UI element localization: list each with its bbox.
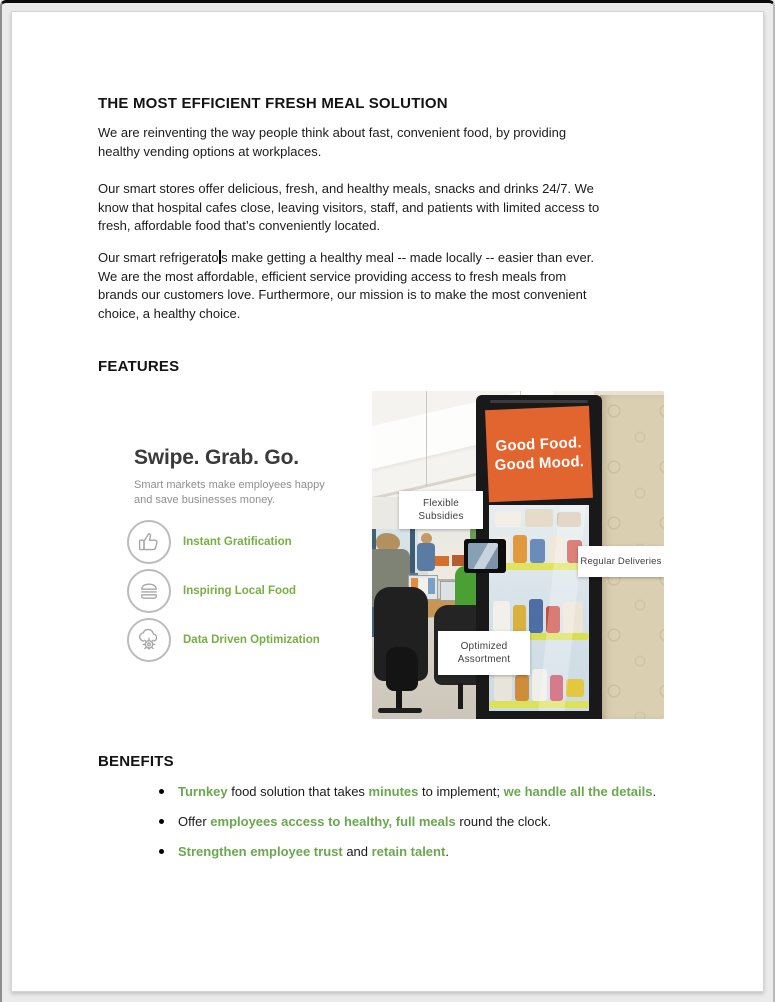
bullet-marker bbox=[159, 849, 164, 854]
figure-headline: Swipe. Grab. Go. bbox=[134, 446, 299, 469]
benefit-text: Turnkey food solution that takes minutes to implement; we handle all the details. bbox=[178, 784, 657, 799]
photo-shelf-item bbox=[434, 556, 449, 566]
benefit-text: Strengthen employee trust and retain talent. bbox=[178, 844, 449, 859]
fridge-tablet-screen bbox=[468, 543, 498, 569]
paragraph-intro[interactable]: We are reinventing the way people think about fast, convenient food, by providing healthy vending options at workplaces. bbox=[98, 125, 567, 159]
figure-subtitle: Smart markets make employees happy and save businesses money. bbox=[134, 479, 325, 506]
features-heading[interactable]: FEATURES bbox=[98, 358, 180, 375]
fridge-banner bbox=[485, 406, 593, 502]
paragraph-smart-stores[interactable]: Our smart stores offer delicious, fresh, and healthy meals, snacks and drinks 24/7. We know that hospital cafes close, leaving visitors, staff, and patients with limited access to fresh, affordable food that’s conveniently located. bbox=[98, 181, 600, 233]
photo-office-chair bbox=[378, 708, 422, 713]
benefits-list bbox=[152, 782, 676, 872]
bullet-marker bbox=[159, 819, 164, 824]
thumbs-up-icon bbox=[127, 520, 171, 564]
benefit-text: Offer employees access to healthy, full meals round the clock. bbox=[178, 814, 552, 829]
feature-instant-gratification bbox=[127, 520, 320, 564]
benefits-heading[interactable]: BENEFITS bbox=[98, 753, 174, 770]
doc-title[interactable]: THE MOST EFFICIENT FRESH MEAL SOLUTION bbox=[98, 95, 448, 112]
smart-fridge-photo[interactable] bbox=[372, 391, 664, 719]
photo-hanging-wire bbox=[426, 391, 427, 486]
paragraph-refrigerators[interactable] bbox=[98, 249, 594, 323]
feature-data-driven-optimization bbox=[127, 618, 320, 662]
text-after-caret: s make getting a healthy meal -- made locally -- easier than ever. bbox=[221, 250, 594, 265]
benefit-item[interactable] bbox=[152, 782, 676, 801]
fridge-glass-door bbox=[489, 505, 589, 711]
banner-line-2: Good Mood. bbox=[494, 453, 585, 474]
photo-office-chair bbox=[458, 683, 463, 709]
bullet-marker bbox=[159, 789, 164, 794]
benefit-item[interactable] bbox=[152, 812, 676, 831]
callout-flexible-subsidies: Flexible Subsidies bbox=[399, 491, 483, 529]
benefit-item[interactable] bbox=[152, 842, 676, 861]
banner-line-1: Good Food. bbox=[495, 434, 582, 455]
feature-label: Inspiring Local Food bbox=[183, 585, 297, 597]
callout-optimized-assortment: Optimized Assortment bbox=[438, 631, 530, 675]
photo-person-background bbox=[417, 543, 435, 571]
photo-backpack bbox=[386, 647, 418, 691]
photo-shelf-item bbox=[452, 555, 464, 566]
figure-feature-list bbox=[127, 520, 320, 667]
paragraph-rest-lines: We are the most affordable, efficient service providing access to fresh meals from brands our customers love. Furthermore, our mission is to make the most convenient choice, a healthy choice. bbox=[98, 268, 587, 321]
fridge-top-cap bbox=[490, 400, 588, 403]
paragraph-line-with-caret[interactable] bbox=[98, 249, 594, 268]
cloud-gear-icon bbox=[127, 618, 171, 662]
feature-inspiring-local-food bbox=[127, 569, 320, 613]
document-page[interactable] bbox=[11, 11, 764, 992]
burger-icon bbox=[127, 569, 171, 613]
feature-label: Data Driven Optimization bbox=[183, 634, 320, 646]
feature-label: Instant Gratification bbox=[183, 536, 292, 548]
callout-regular-deliveries: Regular Deliveries bbox=[578, 546, 664, 577]
text-before-caret: Our smart refrigerato bbox=[98, 250, 219, 265]
